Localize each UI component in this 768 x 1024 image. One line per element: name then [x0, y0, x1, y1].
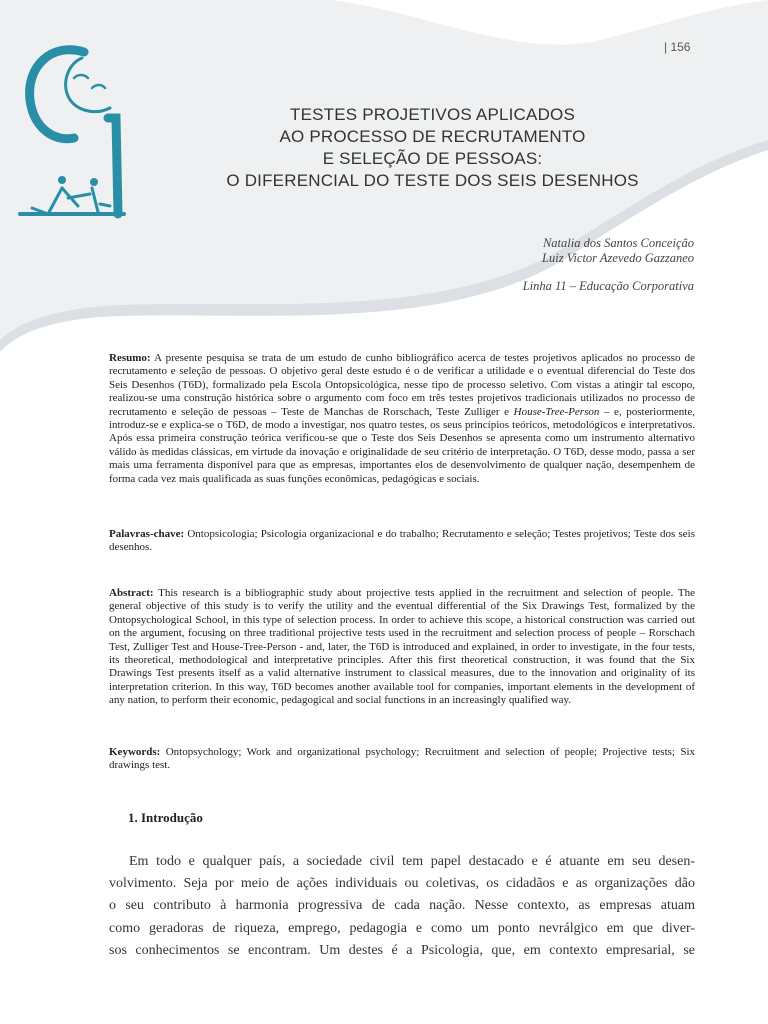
paper-title	[170, 104, 695, 192]
resumo-paragraph	[109, 352, 695, 486]
title-line: E SELEÇÃO DE PESSOAS:	[322, 149, 543, 168]
intro-line: o seu contributo à harmonia progressiva de cada nação. Nesse contexto, as empresas atuam	[109, 898, 695, 914]
palavras-text: Ontopsicologia; Psicologia organizacional e do trabalho; Recrutamento e seleção; Testes projetivos; Teste dos seis desenhos.	[109, 528, 695, 554]
author-list	[380, 236, 694, 266]
intro-line: Em todo e qualquer país, a sociedade civil tem papel destacado e é atuante em seu desen-	[129, 854, 695, 869]
title-line: TESTES PROJETIVOS APLICADOS	[289, 105, 576, 124]
section-heading: 1. Introdução	[128, 810, 203, 825]
title-line: AO PROCESSO DE RECRUTAMENTO	[279, 127, 586, 146]
keywords-paragraph	[109, 746, 695, 773]
abstract-paragraph	[109, 587, 695, 708]
intro-paragraph	[109, 851, 695, 962]
resumo-text-cont: – e, posteriormente, introduz-se e explica-se o T6D, de modo a investigar, nos quatro testes, os seus princípios teóricos, metodológicos e interpretativos. Após essa primeira construção teórica verificou-se que o Teste dos Seis Desenhos se apresenta como um instrumento alternativo válido às medidas clássicas, em virtude da inovação e originalidade de seu critério de interpretação. O T6D, desse modo, passa a ser mais uma ferramenta disponível para que as empresas, importantes elos de desenvolvimento de qualquer nação, desempenhem de forma cada vez mais qualificada as suas funções econômicas, pedagógicas e sociais.	[109, 405, 695, 485]
title-line: O DIFERENCIAL DO TESTE DOS SEIS DESENHOS	[226, 171, 639, 190]
resumo-label: Resumo:	[109, 352, 151, 364]
author-name: Natalia dos Santos Conceição	[542, 236, 694, 250]
page-number: | 156	[664, 40, 691, 54]
palavras-label: Palavras-chave:	[109, 528, 185, 540]
resumo-italic-term: House-Tree-Person	[513, 405, 600, 418]
dancing-figure-logo	[12, 38, 134, 223]
abstract-label: Abstract:	[109, 587, 154, 599]
palavras-chave-paragraph	[109, 528, 695, 555]
research-line: Linha 11 – Educação Corporativa	[522, 279, 694, 293]
keywords-text: Ontopsychology; Work and organizational psychology; Recruitment and selection of people; Projective tests; Six drawings test.	[109, 746, 695, 772]
intro-line: como geradoras de riqueza, emprego, pedagogia e como um ponto nevrálgico em que diver-	[109, 920, 695, 936]
author-name: Luiz Victor Azevedo Gazzaneo	[542, 251, 694, 265]
abstract-text: This research is a bibliographic study about projective tests applied in the recruitment and selection of people. The general objective of this study is to verify the utility and the eventual differential of the Six Drawings Test, formalized by the Ontopsychological School, in this type of selection process. In order to achieve this scope, a historical construction was carried out on the argument, focusing on three traditional projective tests used in the recruitment and selection process of people – Rorschach Test, Zulliger Test and House-Tree-Person - and, later, the T6D is introduced and explained, in order to investigate, in the four tests, its theoretical, methodological and interpretative principles. After this first theoretical construction, it was found that the Six Drawings Test presents itself as a valid alternative instrument to classical measures, due to the innovation and originality of its interpretation criterion. In this way, T6D becomes another available tool for companies, important elements in the development of any nation, to perform their economic, pedagogical and social functions in an increasingly qualified way.	[109, 587, 695, 707]
keywords-label: Keywords:	[109, 746, 161, 758]
resumo-text: A presente pesquisa se trata de um estudo de cunho bibliográfico acerca de testes projetivos aplicados no processo de recrutamento e seleção de pessoas. O objetivo geral deste estudo é o de verificar a utilidade e o eventual diferencial do Teste dos Seis Desenhos (T6D), formalizado pela Escola Ontopsicológica, nesse tipo de processo seletivo. Com vistas a atingir tal escopo, realizou-se uma construção histórica sobre o argumento com foco em três testes projetivos tradicionais utilizados no processo de recrutamento e seleção de pessoas – Teste de Manchas de Rorschach, Teste Zulliger e	[109, 352, 695, 418]
intro-line: volvimento. Seja por meio de ações individuais ou coletivas, os cidadãos e as organizações dão	[109, 876, 695, 892]
intro-line: sos conhecimentos se encontram. Um destes é a Psicologia, que, em contexto empresarial, se	[109, 942, 695, 958]
